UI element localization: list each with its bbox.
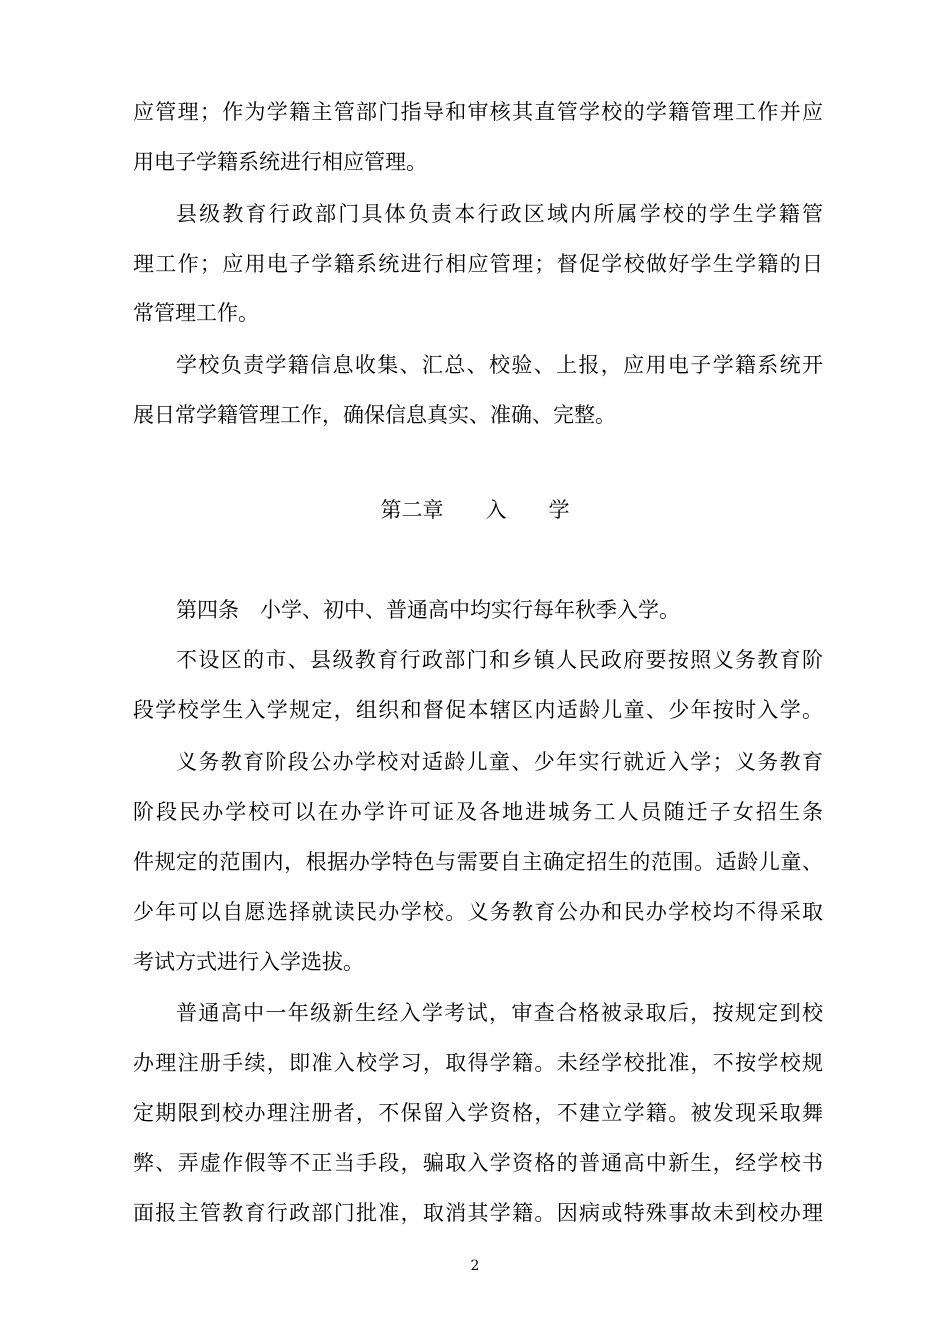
- paragraph-3-line-2: 展日常学籍管理工作，确保信息真实、准确、完整。: [133, 403, 616, 427]
- paragraph-3-line-1: 学校负责学籍信息收集、汇总、校验、上报，应用电子学籍系统开: [176, 353, 823, 377]
- paragraph-7-line-2: 办理注册手续，即准入校学习，取得学籍。未经学校批准，不按学校规: [133, 1051, 823, 1075]
- paragraph-2-line-3: 常管理工作。: [133, 301, 259, 325]
- paragraph-2-line-1: 县级教育行政部门具体负责本行政区域内所属学校的学生学籍管: [176, 202, 823, 226]
- paragraph-6-line-2: 阶段民办学校可以在办学许可证及各地进城务工人员随迁子女招生条: [133, 800, 823, 824]
- paragraph-2-line-2: 理工作；应用电子学籍系统进行相应管理；督促学校做好学生学籍的日: [133, 252, 823, 276]
- chapter-heading: 第二章 入 学: [380, 498, 570, 522]
- paragraph-7-line-1: 普通高中一年级新生经入学考试，审查合格被录取后，按规定到校: [176, 1001, 823, 1025]
- paragraph-6-line-3: 件规定的范围内，根据办学特色与需要自主确定招生的范围。适龄儿童、: [133, 850, 823, 874]
- paragraph-7-line-3: 定期限到校办理注册者，不保留入学资格，不建立学籍。被发现采取舞: [133, 1101, 823, 1125]
- paragraph-5-line-1: 不设区的市、县级教育行政部门和乡镇人民政府要按照义务教育阶: [176, 648, 823, 672]
- paragraph-6-line-1: 义务教育阶段公办学校对适龄儿童、少年实行就近入学；义务教育: [176, 750, 823, 774]
- page-number: 2: [470, 1258, 480, 1274]
- paragraph-1-line-2: 用电子学籍系统进行相应管理。: [133, 150, 427, 174]
- paragraph-1-line-1: 应管理；作为学籍主管部门指导和审核其直管学校的学籍管理工作并应: [133, 100, 823, 124]
- paragraph-6-line-4: 少年可以自愿选择就读民办学校。义务教育公办和民办学校均不得采取: [133, 900, 823, 924]
- paragraph-7-line-5: 面报主管教育行政部门批准，取消其学籍。因病或特殊事故未到校办理: [133, 1201, 823, 1225]
- paragraph-7-line-4: 弊、弄虚作假等不正当手段，骗取入学资格的普通高中新生，经学校书: [133, 1151, 823, 1175]
- article-4-line: 第四条 小学、初中、普通高中均实行每年秋季入学。: [176, 598, 680, 622]
- paragraph-5-line-2: 段学校学生入学规定，组织和督促本辖区内适龄儿童、少年按时入学。: [133, 698, 823, 722]
- paragraph-6-line-5: 考试方式进行入学选拔。: [133, 950, 364, 974]
